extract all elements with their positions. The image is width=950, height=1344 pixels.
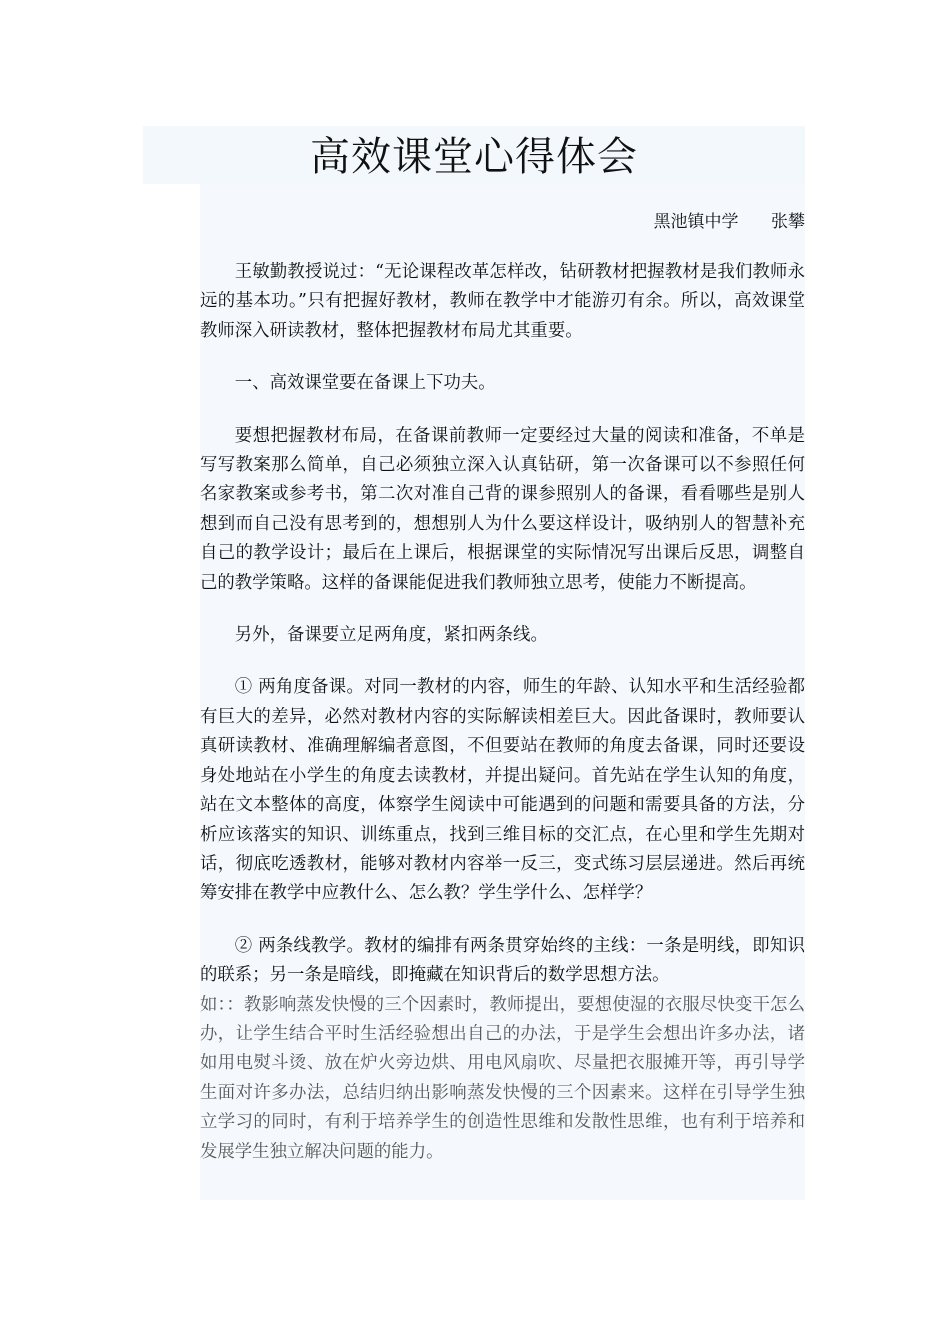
section-heading-1: 一、高效课堂要在备课上下功夫。: [234, 373, 496, 394]
paragraph-two-lines: ② 两条线教学。教材的编排有两条贯穿始终的主线：一条是明线，即知识的联系；另一条是暗线，即掩藏在知识背后的数学思想方法。: [200, 935, 805, 986]
paragraph-intro: 王敏勤教授说过：“无论课程改革怎样改，钻研教材把握教材是我们教师永远的基本功。”只有把握好教材，教师在教学中才能游刃有余。所以，高效课堂教师深入研读教材，整体把握教材布局尤其重要。: [200, 262, 805, 341]
document-body: [200, 258, 805, 1190]
paragraph-example: 如：：教影响蒸发快慢的三个因素时，教师提出，要想使湿的衣服尽快变干怎么办，让学生结合平时生活经验想出自己的办法，于是学生会想出许多办法，诸如用电熨斗烫、放在炉火旁边烘、用电风扇吹、尽量把衣服摊开等，再引导学生面对许多办法，总结归纳出影响蒸发快慢的三个因素来。这样在引导学生独立学习的同时，有利于培养学生的创造性思维和发散性思维，也有利于培养和发展学生独立解决问题的能力。: [200, 994, 805, 1162]
paragraph-two-angles: ① 两角度备课。对同一教材的内容，师生的年龄、认知水平和生活经验都有巨大的差异，必然对教材内容的实际解读相差巨大。因此备课时，教师要认真研读教材、准确理解编者意图，不但要站在教师的角度去备课，同时还要设身处地站在小学生的角度去读教材，并提出疑问。首先站在学生认知的角度，站在文本整体的高度，体察学生阅读中可能遇到的问题和需要具备的方法，分析应该落实的知识、训练重点，找到三维目标的交汇点，在心里和学生先期对话，彻底吃透教材，能够对教材内容举一反三，变式练习层层递进。然后再统筹安排在教学中应教什么、怎么教？学生学什么、怎样学？: [200, 677, 805, 904]
author-byline: 黑池镇中学 张攀: [653, 212, 805, 232]
paragraph-two-angles-two-lines: 另外，备课要立足两角度，紧扣两条线。: [234, 625, 548, 646]
document-title: 高效课堂心得体会: [310, 134, 638, 180]
paragraph-lesson-prep: 要想把握教材布局，在备课前教师一定要经过大量的阅读和准备，不单是写写教案那么简单，自己必须独立深入认真钻研，第一次备课可以不参照任何名家教案或参考书，第二次对准自己背的课参照别人的备课，看看哪些是别人想到而自己没有思考到的，想想别人为什么要这样设计，吸纳别人的智慧补充自己的教学设计；最后在上课后，根据课堂的实际情况写出课后反思，调整自己的教学策略。这样的备课能促进我们教师独立思考，使能力不断提高。: [200, 425, 805, 593]
